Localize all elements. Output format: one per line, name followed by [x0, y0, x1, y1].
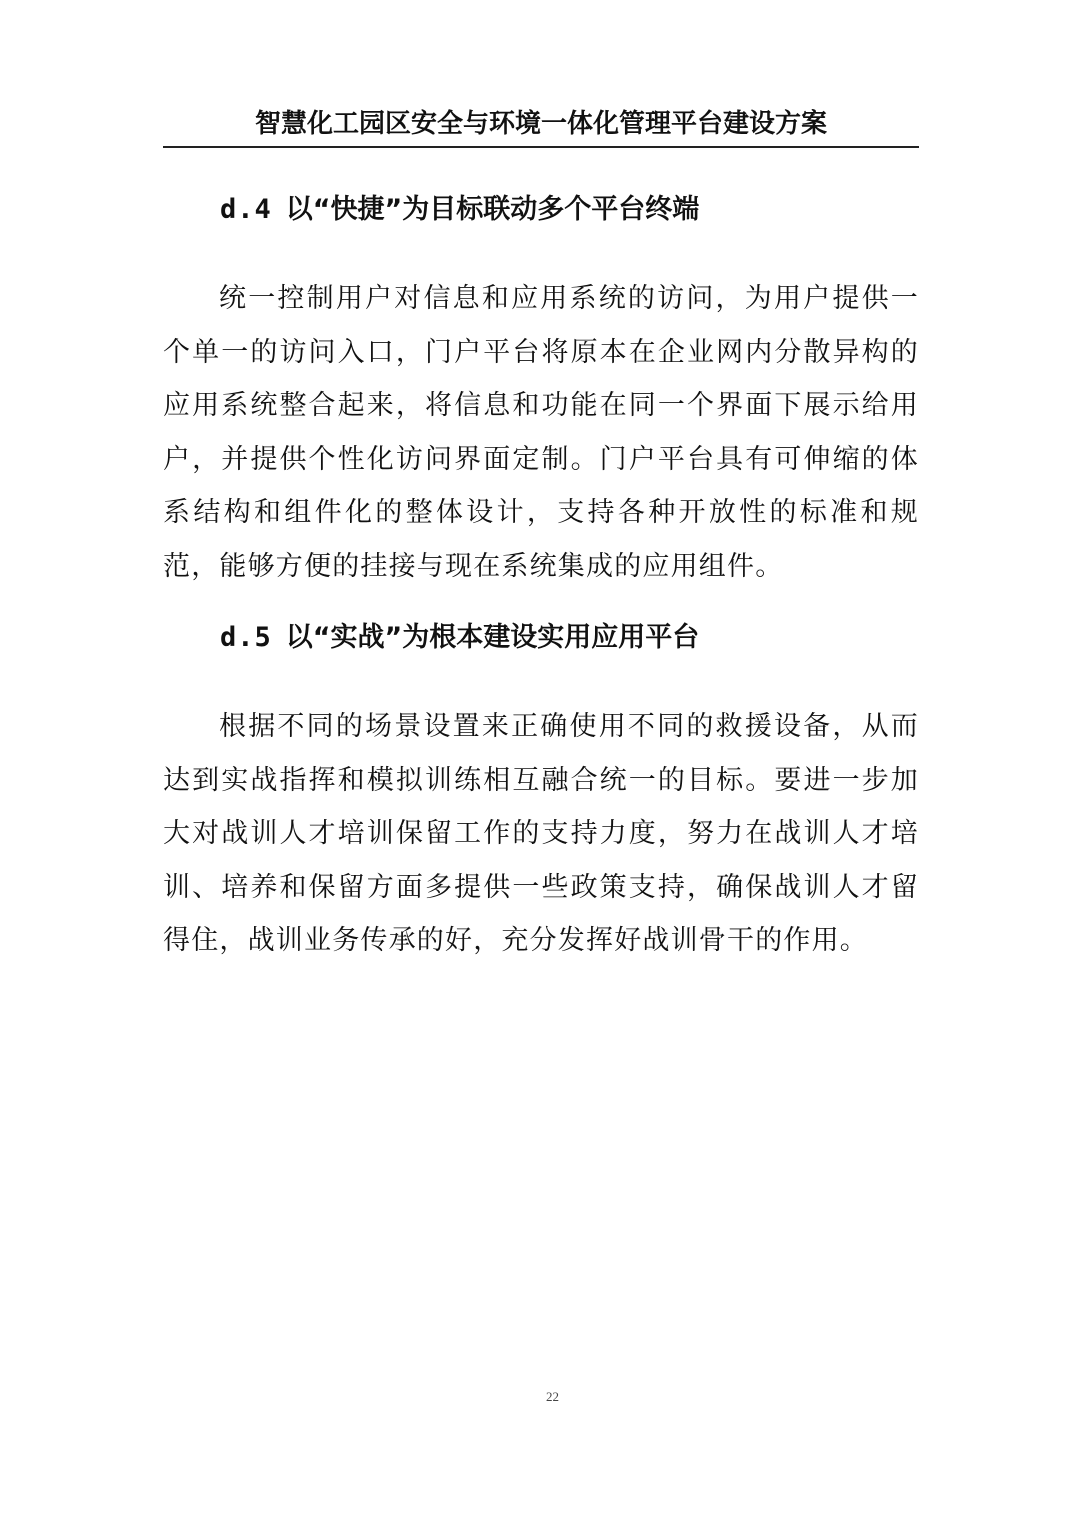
section-body-d4: 统一控制用户对信息和应用系统的访问，为用户提供一个单一的访问入口，门户平台将原本在企业网内分散异构的应用系统整合起来，将信息和功能在同一个界面下展示给用户，并提供个性化访问界面定制。门户平台具有可伸缩的体系结构和组件化的整体设计，支持各种开放性的标准和规范，能够方便的挂接与现在系统集成的应用组件。: [163, 283, 919, 582]
running-header: 智慧化工园区安全与环境一体化管理平台建设方案: [254, 109, 827, 139]
section-number: d.5: [220, 622, 272, 653]
section-title: 以“快捷”为目标联动多个平台终端: [285, 194, 700, 225]
section-number: d.4: [220, 194, 272, 225]
section-body-d5: 根据不同的场景设置来正确使用不同的救援设备，从而达到实战指挥和模拟训练相互融合统一的目标。要进一步加大对战训人才培训保留工作的支持力度，努力在战训人才培训、培养和保留方面多提供一些政策支持，确保战训人才留得住，战训业务传承的好，充分发挥好战训骨干的作用。: [163, 711, 919, 956]
header-rule: [163, 146, 919, 148]
page-number: 22: [546, 1389, 559, 1404]
section-title: 以“实战”为根本建设实用应用平台: [285, 622, 700, 653]
section-heading-d4: [220, 190, 920, 230]
section-heading-d5: [220, 618, 920, 658]
